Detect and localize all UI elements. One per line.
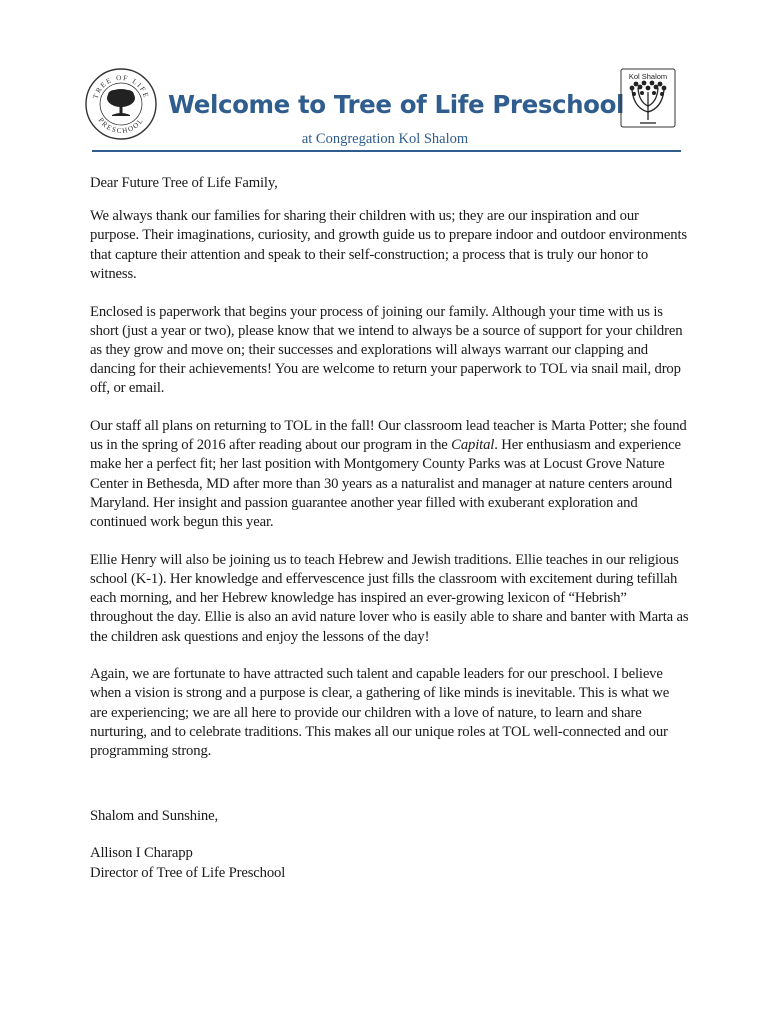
kol-shalom-logo bbox=[620, 68, 676, 128]
paragraph-1: We always thank our families for sharing their children with us; they are our inspiration and our purpose. Their imaginations, curiosity, and growth guide us to prepare indoor and outdoor environments that capture their attention and speak to their self-construction; a process that is truly our honor to witness. bbox=[90, 208, 687, 282]
tree-icon bbox=[107, 89, 135, 116]
publication-name: Capital bbox=[451, 437, 495, 454]
paragraph-5: Again, we are fortunate to have attracted such talent and capable leaders for our preschool. I believe when a vision is strong and a purpose is clear, a gathering of like minds is inevitable. This is what we are experiencing; we are all here to provide our children with a love of nature, to learn and share nurturing, and to celebrate traditions. This makes all our unique roles at TOL well-connected and our programming strong. bbox=[90, 666, 670, 760]
page-subtitle: at Congregation Kol Shalom bbox=[301, 131, 469, 147]
paragraph-2: Enclosed is paperwork that begins your process of joining our family. Although your time with us is short (just a year or two), please know that we intend to always be a source of support for your children as they grow and move on; their successes and explorations will always warrant our clapping and dancing for their achievements! You are welcome to return your paperwork to TOL via snail mail, drop off, or email. bbox=[90, 303, 683, 397]
signature-name: Allison I Charapp bbox=[90, 845, 193, 862]
header-divider bbox=[92, 150, 681, 152]
signature-title: Director of Tree of Life Preschool bbox=[90, 864, 286, 881]
kol-shalom-logo-text: Kol Shalom bbox=[628, 72, 668, 81]
signature-block bbox=[90, 844, 690, 882]
paragraph-3-text-b: . Her enthusiasm and experience make her a perfect fit; her last position with Montgomery County Parks was at Locust Grove Nature Center in Bethesda, MD after more than 30 years as a naturalist and manager at nature centers around Maryland. Her insight and passion guarantee another year filled with exuberant exploration and continued work begun this year. bbox=[90, 437, 681, 531]
paragraph-3-text-a: Our staff all plans on returning to TOL in the fall! Our classroom lead teacher is Marta Potter; she found us in the spring of 2016 after reading about our program in the bbox=[90, 418, 687, 454]
menorah-tree-icon bbox=[632, 88, 664, 123]
svg-text:PRESCHOOL bbox=[97, 116, 146, 135]
letter-body bbox=[90, 174, 690, 883]
salutation: Dear Future Tree of Life Family, bbox=[90, 175, 278, 191]
closing: Shalom and Sunshine, bbox=[90, 808, 218, 825]
paragraph-4: Ellie Henry will also be joining us to teach Hebrew and Jewish traditions. Ellie teaches in our religious school (K-1). Her knowledge and effervescence just fills the classroom with excitement during tefillah each morning, and her Hebrew knowledge has inspired an ever-growing lexicon of “Hebrish” throughout the day. Ellie is also an avid nature lover who is easily able to share and banter with Marta as the children ask questions and enjoy the lessons of the day! bbox=[90, 551, 689, 645]
logo-text-top: TREE OF LIFE bbox=[91, 73, 151, 100]
logo-text-bottom: PRESCHOOL bbox=[96, 116, 146, 136]
tree-of-life-logo bbox=[84, 67, 158, 141]
page-title: Welcome to Tree of Life Preschool bbox=[168, 90, 625, 119]
paragraph-3 bbox=[90, 417, 690, 532]
